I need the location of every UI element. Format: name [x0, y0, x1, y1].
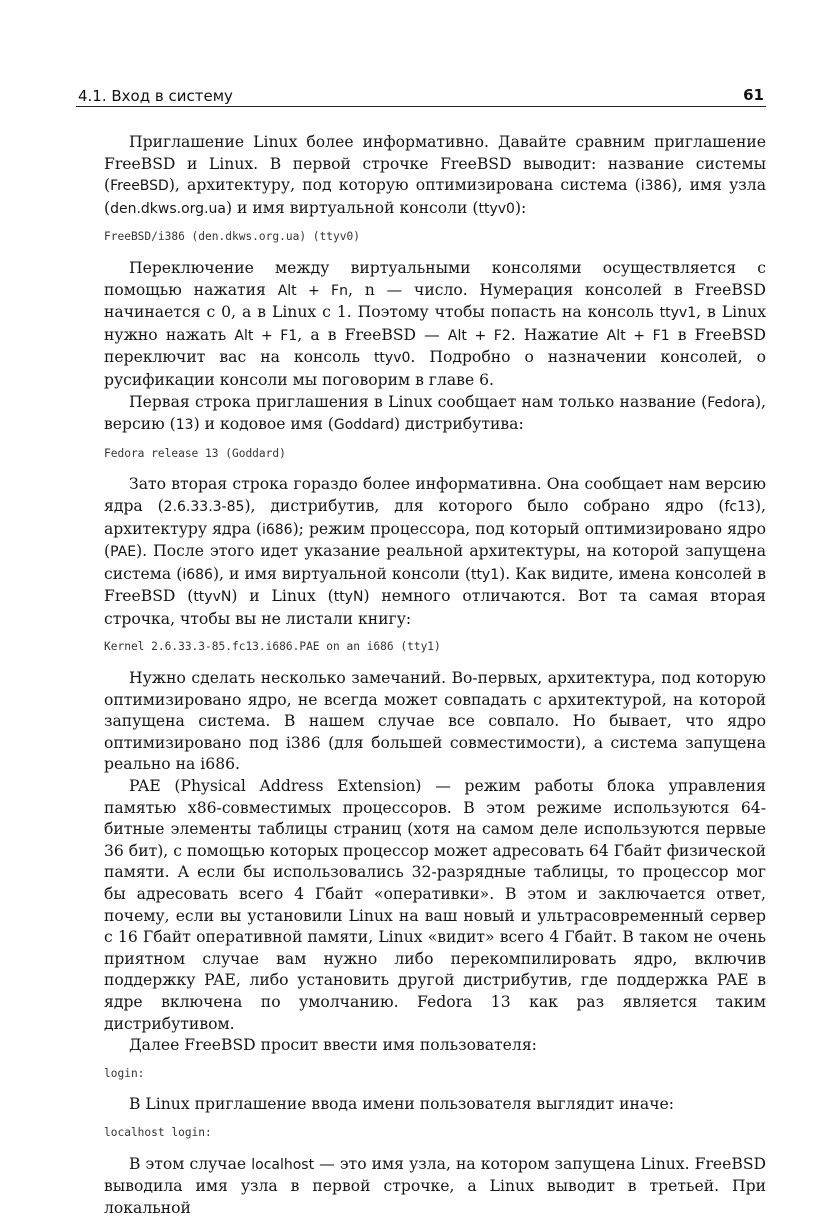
text-run: ) немного отличаются. Вот та самая вторая строчка, чтобы вы не листали книгу:	[104, 587, 767, 628]
text-run: ), имя узла (	[104, 176, 766, 217]
text-run: Зато вторая строка гораздо более информативна. Она сообщает нам версию ядра (	[104, 475, 766, 515]
text-run: ):	[514, 198, 527, 217]
text-run: , а в FreeBSD —	[297, 325, 448, 344]
section-title: 4.1. Вход в систему	[78, 87, 233, 105]
text-run: Первая строка приглашения в Linux сообщает нам только название (	[129, 392, 708, 411]
text-run: ) и кодовое имя (	[193, 415, 334, 434]
paragraph	[104, 392, 766, 437]
text-run: ) и Linux (	[231, 587, 334, 606]
paragraph	[104, 258, 766, 392]
paragraph	[104, 474, 766, 630]
inline-code: i686	[261, 521, 293, 538]
text-run: , в Linux нужно нажать	[104, 303, 766, 344]
text-run: в FreeBSD переключит вас на консоль	[104, 325, 767, 367]
inline-code: Alt + F1	[234, 327, 298, 344]
inline-code: ttyv1	[659, 305, 697, 322]
page-body	[104, 132, 766, 1219]
paragraph	[104, 1154, 766, 1219]
paragraph	[104, 1035, 766, 1057]
text-run: , n — число. Нумерация консолей в FreeBSD начинается с 0, а в Linux с 1. Поэтому чтобы попасть на консоль	[104, 280, 766, 322]
text-run: ), архитектуру ядра (	[104, 496, 766, 538]
code-line: Fedora release 13 (Goddard)	[104, 446, 286, 460]
text-run: ). Как видите, имена консолей в FreeBSD (	[104, 564, 767, 606]
inline-code: ttyN	[333, 589, 364, 606]
inline-code: Alt + F1	[606, 327, 670, 344]
text-run: — это имя узла, на котором запущена Linux. FreeBSD выводила имя узла в первой строчке, а Linux выводит в третьей. При локальной	[104, 1154, 767, 1217]
inline-code: ttyvN	[193, 589, 232, 606]
text-run: ), дистрибутив, для которого было собрано ядро (	[244, 496, 725, 515]
inline-code: den.dkws.org.ua	[110, 200, 226, 217]
page-number: 61	[743, 86, 764, 104]
code-line: login:	[104, 1066, 145, 1080]
inline-code: Fedora	[707, 394, 755, 411]
text-run: Нужно сделать несколько замечаний. Во-первых, архитектура, под которую оптимизировано ядро, не всегда может совпадать с архитектурой, на которой запущена система. В нашем случае все совпало. Но бывает, что ядро оптимизировано под i386 (для большей совместимости), а система запущена реально на i686.	[104, 669, 766, 774]
inline-code: tty1	[470, 566, 500, 583]
inline-code: 2.6.33.3-85	[163, 498, 245, 515]
text-run: ); режим процессора, под который оптимизировано ядро (	[104, 519, 766, 561]
text-run: . Нажатие	[510, 325, 607, 344]
text-run: ) и имя виртуальной консоли (	[225, 198, 479, 217]
inline-code: Goddard	[333, 417, 395, 434]
inline-code: Alt + F2	[447, 327, 511, 344]
text-run: Приглашение Linux более информативно. Давайте сравним приглашение FreeBSD и Linux. В первой строчке FreeBSD выводит: название системы (	[104, 133, 766, 195]
text-run: ). После этого идет указание реальной архитектуры, на которой запущена система (	[104, 542, 766, 583]
paragraph	[104, 132, 766, 220]
inline-code: fc13	[724, 498, 755, 515]
text-run: ), архитектуру, под которую оптимизирована система (	[168, 176, 641, 195]
text-run: . Подробно о назначении консолей, о русификации консоли мы поговорим в главе 6.	[104, 348, 766, 389]
paragraph	[104, 668, 766, 776]
paragraph	[104, 776, 766, 1035]
inline-code: localhost	[251, 1156, 315, 1173]
inline-code: FreeBSD	[110, 178, 169, 195]
text-run: ), и имя виртуальной консоли (	[212, 564, 471, 583]
text-run: ), версию (	[104, 392, 766, 434]
text-run: В Linux приглашение ввода имени пользователя выглядит иначе:	[129, 1095, 674, 1114]
inline-code: PAE	[110, 544, 137, 561]
running-header	[76, 84, 766, 107]
code-line: localhost login:	[104, 1125, 212, 1139]
code-line: FreeBSD/i386 (den.dkws.org.ua) (ttyv0)	[104, 230, 360, 244]
code-line: Kernel 2.6.33.3-85.fc13.i686.PAE on an i686 (tty1)	[104, 640, 441, 654]
inline-code: i686	[182, 566, 213, 583]
text-run: Переключение между виртуальными консолями осуществляется с помощью нажатия	[104, 258, 766, 299]
text-run: ) дистрибутива:	[394, 415, 524, 434]
inline-code: 13	[175, 417, 194, 434]
paragraph	[104, 1094, 766, 1116]
inline-code: ttyv0	[373, 350, 411, 367]
inline-code: Alt + Fn	[277, 282, 348, 299]
text-run: В этом случае	[129, 1154, 252, 1173]
text-run: Далее FreeBSD просит ввести имя пользователя:	[129, 1036, 537, 1055]
text-run: PAE (Physical Address Extension) — режим работы блока управления памятью x86-совместимых процессоров. В этом режиме используются 64-битные элементы таблицы страниц (хотя на самом деле используются первые 36 бит), с помощью которых процессор может адресовать 64 Гбайт физической памяти. А если бы использовались 32-разрядные таблицы, то процессор мог бы адресовать всего 4 Гбайт «оперативки». В этом и заключается ответ, почему, если вы установили Linux на ваш новый и ультрасовременный сервер с 16 Гбайт оперативной памяти, Linux «видит» всего 4 Гбайт. В таком не очень приятном случае вам нужно либо перекомпилировать ядро, включив поддержку PAE, либо установить другой дистрибутив, где поддержка PAE в ядре включена по умолчанию. Fedora 13 как раз является таким дистрибутивом.	[104, 777, 766, 1033]
inline-code: ttyv0	[478, 200, 515, 217]
inline-code: i386	[640, 178, 672, 195]
